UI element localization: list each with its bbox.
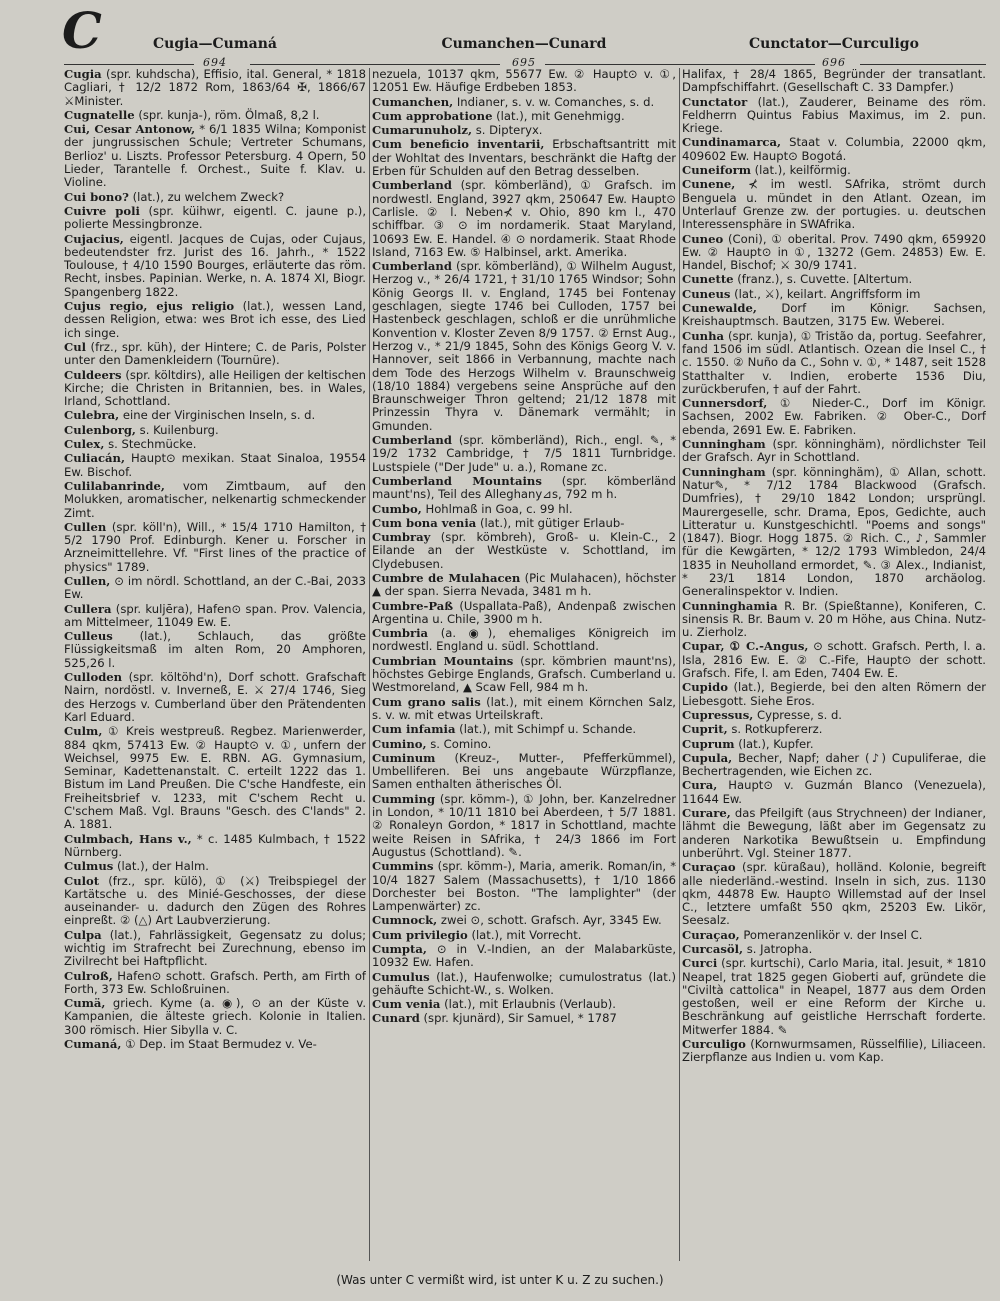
entry-headword: Cum grano salis xyxy=(372,694,481,709)
dictionary-entry xyxy=(372,860,676,913)
entry-headword: Culot xyxy=(64,873,100,888)
entry-headword: Cuminum xyxy=(372,750,436,765)
entry-text: (Uspallata-Paß), Andenpaß zwischen Argentina u. Chile, 3900 m h. xyxy=(372,598,676,626)
entry-text: (lat.), mit einem Körnchen Salz, s. v. w. mit etwas Urteilskraft. xyxy=(372,694,676,722)
dictionary-entry xyxy=(372,998,676,1011)
entry-headword: Cunard xyxy=(372,1011,420,1026)
entry-headword: Culiacán, xyxy=(64,451,126,466)
entry-text: (Pic Mulahacen), höchster ▲ der span. Sierra Nevada, 3481 m h. xyxy=(372,570,676,599)
header-rule xyxy=(860,64,986,65)
header-rule xyxy=(545,64,815,65)
dictionary-entry xyxy=(64,929,366,969)
entry-text: (Kornwurmsamen, Rüsselfilie), Liliaceen. Zierpflanze aus Indien u. vom Kap. xyxy=(682,1037,986,1065)
entry-headword: Cum beneficio inventarii, xyxy=(372,137,545,152)
entry-headword: Cupido xyxy=(682,680,729,695)
entry-text: (lat.), Zauderer, Beiname des röm. Feldherrn Quintus Fabius Maximus, im 2. pun. Kriege. xyxy=(682,94,986,136)
dictionary-entry xyxy=(372,929,676,942)
entry-text: vom Zimtbaum, auf den Molukken, aromatischer, nelkenartig schmeckender Zimt. xyxy=(64,478,366,520)
dictionary-entry xyxy=(372,655,676,695)
entry-headword: Cunningham xyxy=(682,464,766,479)
dictionary-entry xyxy=(372,752,676,792)
entry-text: s. Rotkupfererz. xyxy=(731,722,823,737)
dictionary-entry xyxy=(64,438,366,451)
dictionary-entry xyxy=(682,738,986,751)
entry-text: ⊀ im westl. SAfrika, strömt durch Benguela u. mündet in den Atlant. Ozean, im Unterlauf Grenze zw. der portugies. u. deutschen Interessensphäre in SWAfrika. xyxy=(682,177,986,232)
entry-headword: Cunha xyxy=(682,328,725,343)
entry-text: (spr. kömberländ), ① Grafsch. im nordwestl. England, 3927 qkm, 250647 Ew. Haupt⊙ Carlisle. ② l. Neben⊀ v. Ohio, 890 km l., 470 schiffbar. ③ ⊙ im nordamerik. Staat Maryland, 10693 Ew. E. Handel. ④ ⊙ nordamerik. Staat Rhode Island, 7163 Ew. ⑤ Halbinsel, arkt. Amerika. xyxy=(372,178,676,259)
entry-headword: Cumä, xyxy=(64,996,106,1011)
entry-text: ① Dep. im Staat Bermudez v. Ve- xyxy=(125,1037,317,1052)
entry-text: (spr. kömm-), ① John, ber. Kanzelredner in London, * 10/11 1810 bei Aberdeen, † 5/7 1881. ② Ronaleyn Gordon, * 1817 in Schottland, machte weite Reisen in SAfrika, † 24/3 1866 im Fort Augustus (Schottland). ✎. xyxy=(372,791,676,859)
entry-text: (lat.), Kupfer. xyxy=(738,736,814,751)
dictionary-entry xyxy=(682,96,986,136)
entry-headword: Cunnersdorf, xyxy=(682,396,768,411)
entry-headword: Curculigo xyxy=(682,1037,746,1052)
entry-headword: Cunene, xyxy=(682,177,736,192)
entry-headword: Curaçao xyxy=(682,860,736,875)
entry-headword: Cumming xyxy=(372,791,436,806)
entry-text: (lat.), Begierde, bei den alten Römern der Liebesgott. Siehe Eros. xyxy=(682,680,986,708)
dictionary-entry xyxy=(682,929,986,942)
dictionary-entry xyxy=(64,191,366,204)
dictionary-entry xyxy=(682,681,986,708)
entry-headword: Cumino, xyxy=(372,736,427,751)
entry-headword: Cunette xyxy=(682,272,734,287)
dictionary-entry xyxy=(64,424,366,437)
entry-headword: Cummins xyxy=(372,859,434,874)
entry-headword: Cumbre de Mulahacen xyxy=(372,570,521,585)
entry-text: (frz., spr. küh), der Hintere; C. de Paris, Polster unter den Damenkleidern (Tournüre). xyxy=(64,339,366,368)
entry-headword: Cullen, xyxy=(64,573,111,588)
dictionary-entry xyxy=(64,833,366,860)
entry-text: (frz., spr. külö), ① (⚔) Treibspiegel der Kartätsche u. des Minié-Geschosses, der diese auseinander- u. dadurch den Zügen des Rohres einpreßt. ② (△) Art Laubverzierung. xyxy=(64,873,366,928)
dictionary-entry xyxy=(682,397,986,437)
dictionary-entry xyxy=(682,709,986,722)
entry-text: (lat.), der Halm. xyxy=(116,859,209,874)
dictionary-entry xyxy=(372,503,676,516)
entry-text: Haupt⊙ mexikan. Staat Sinaloa, 19554 Ew. Bischof. xyxy=(64,451,366,479)
dictionary-entry xyxy=(682,302,986,329)
entry-text: (spr. kuljēra), Hafen⊙ span. Prov. Valencia, am Mittelmeer, 11049 Ew. E. xyxy=(64,601,366,629)
entry-headword: Cuivre poli xyxy=(64,203,140,218)
dictionary-entry xyxy=(372,434,676,474)
dictionary-entry xyxy=(682,68,986,95)
entry-text: (lat.), mit Schimpf u. Schande. xyxy=(459,722,637,737)
column-header-1: Cugia—Cumaná xyxy=(153,36,277,52)
page-number-1: 694 xyxy=(203,56,227,69)
entry-headword: Culex, xyxy=(64,437,105,452)
entry-headword: Curci xyxy=(682,956,718,971)
dictionary-entry xyxy=(372,793,676,859)
entry-text: (lat.), mit gütiger Erlaub- xyxy=(479,515,625,530)
dictionary-entry xyxy=(682,233,986,273)
entry-text: (spr. köll'n), Will., * 15/4 1710 Hamilton, † 5/2 1790 Prof. Edinburgh. Kener u. Forscher in Arzneimittellehre. Vf. "First lines of the practice of physics" 1789. xyxy=(64,519,366,574)
entry-headword: Cura, xyxy=(682,778,718,793)
entry-text: ① Kreis westpreuß. Regbez. Marienwerder, 884 qkm, 57413 Ew. ② Haupt⊙ v. ①, unfern der Weichsel, 9975 Ew. E. RBN. AG. Gymnasium, Seminar, Kadettenanstalt. C. erteilt 1222 das 1. Bistum im Land Preußen. Die C'sche Handfeste, ein Freiheitsbrief v. 1233, mit C'schem Recht u. C'schem Maß. Vgl. Brauns "Gesch. des C'lands" 2. A. 1881. xyxy=(64,724,366,832)
entry-text: (spr. könninghäm), ① Allan, schott. Natur✎, * 7/12 1784 Blackwood (Grafsch. Dumfries), † 29/10 1842 London; ursprüngl. Maurergeselle, schr. Drama, Epos, Gedichte, auch Litteratur u. Kunstgeschichtl. "Poems and songs" (1847). Biogr. Hogg 1875. ② Rich. C., ♪, Sammler für die Kewgärten, * 12/2 1793 Wimbledon, 24/4 1835 in Neuholland ermordet, ✎. ③ Alex., Indianist, * 23/1 1814 London, 1870 archäolog. Generalinspektor v. Indien. xyxy=(682,464,986,599)
dictionary-entry xyxy=(64,603,366,630)
entry-text: (spr. kurtschi), Carlo Maria, ital. Jesuit, * 1810 Neapel, trat 1825 gegen Gioberti auf, gründete die "Civiltà cattolica" in Neapel, 1877 aus dem Orden gestoßen, weil er eine Reform der Kirche u. Beschränkung auf geistliche Herrschaft forderte. Mitwerfer 1884. ✎ xyxy=(682,956,986,1037)
entry-headword: Culpa xyxy=(64,927,102,942)
entry-headword: Cupar, ① C.-Angus, xyxy=(682,639,809,654)
entry-headword: Cumulus xyxy=(372,969,430,984)
entry-headword: Cumbre-Paß xyxy=(372,598,454,613)
entry-headword: Cumbrian Mountains xyxy=(372,653,514,668)
entry-text: (spr. költdirs), alle Heiligen der keltischen Kirche; die Christen in Britannien, bes. in Wales, Irland, Schottland. xyxy=(64,367,366,409)
entry-text: (lat.), mit Genehmigg. xyxy=(496,108,625,123)
dictionary-entry xyxy=(372,572,676,599)
entry-headword: Cundinamarca, xyxy=(682,135,782,150)
dictionary-entry xyxy=(372,627,676,654)
column-1 xyxy=(64,68,366,1267)
entry-headword: Culloden xyxy=(64,670,123,685)
dictionary-entry xyxy=(372,68,676,95)
dictionary-entry xyxy=(64,452,366,479)
entry-headword: Cugia xyxy=(64,68,102,81)
dictionary-entry xyxy=(682,807,986,860)
header-rule xyxy=(64,64,194,65)
entry-headword: Cumanchen, xyxy=(372,94,454,109)
dictionary-entry xyxy=(372,260,676,433)
entry-text: (lat.), mit Erlaubnis (Verlaub). xyxy=(444,997,616,1012)
dictionary-entry xyxy=(682,164,986,177)
entry-headword: Curcasöl, xyxy=(682,942,744,956)
entry-text: Erbschaftsantritt mit der Wohltat des Inventars, beschränkt die Haftg der Erben für Schulden auf den Betrag desselben. xyxy=(372,137,676,179)
entry-headword: Cullera xyxy=(64,601,112,616)
entry-text: s. Comino. xyxy=(430,736,492,751)
dictionary-entry xyxy=(64,205,366,232)
entry-headword: Cujacius, xyxy=(64,231,124,246)
dictionary-entry xyxy=(64,875,366,928)
dictionary-entry xyxy=(64,300,366,340)
entry-headword: Cum approbatione xyxy=(372,108,493,123)
entry-text: (spr. kuhdscha), Effisio, ital. General, * 1818 Cagliari, † 12/2 1872 Rom, 1863/64 ✠, 1866/67 ⚔Minister. xyxy=(64,68,366,108)
dictionary-entry xyxy=(64,369,366,409)
dictionary-entry xyxy=(372,696,676,723)
entry-text: (spr. kjunärd), Sir Samuel, * 1787 xyxy=(423,1011,617,1026)
dictionary-entry xyxy=(682,943,986,956)
entry-text: nezuela, 10137 qkm, 55677 Ew. ② Haupt⊙ v. ①, 12051 Ew. Häufige Erdbeben 1853. xyxy=(372,68,676,95)
dictionary-entry xyxy=(682,178,986,231)
entry-text: (spr. küihwr, eigentl. C. jaune p.), polierte Messingbronze. xyxy=(64,203,366,232)
dictionary-entry xyxy=(372,138,676,178)
entry-text: s. Kuilenburg. xyxy=(139,422,219,437)
dictionary-entry xyxy=(682,136,986,163)
section-letter: C xyxy=(62,1,102,60)
dictionary-entry xyxy=(372,475,676,502)
entry-text: ⊙ im nördl. Schottland, an der C.-Bai, 2033 Ew. xyxy=(64,573,366,602)
entry-text: (spr. kömbrien maunt'ns), höchstes Gebirge Englands, Grafsch. Cumberland u. Westmoreland, ▲ Scaw Fell, 984 m h. xyxy=(372,653,676,695)
entry-headword: Cui bono? xyxy=(64,189,129,204)
entry-headword: Cuprit, xyxy=(682,722,728,737)
entry-text: ⊙ schott. Grafsch. Perth, l. a. Isla, 2816 Ew. E. ② C.-Fife, Haupt⊙ der schott. Grafsch. Fife, l. am Eden, 7404 Ew. E. xyxy=(682,639,986,681)
entry-headword: Cuprum xyxy=(682,736,735,751)
entry-text: s. Stechmücke. xyxy=(108,437,197,452)
entry-headword: Cugnatelle xyxy=(64,107,135,122)
column-header-2: Cumanchen—Cunard xyxy=(441,36,607,52)
entry-text: (spr. kunja-), röm. Ölmaß, 8,2 l. xyxy=(138,107,320,122)
entry-text: (lat.), Haufenwolke; cumulostratus (lat.) gehäufte Schicht-W., s. Wolken. xyxy=(372,969,676,997)
dictionary-entry xyxy=(372,600,676,627)
dictionary-entry xyxy=(682,330,986,396)
entry-text: (spr. küraßau), holländ. Kolonie, begreift alle niederländ.-westind. Inseln in sich, zus. 1130 qkm, 44878 Ew. Haupt⊙ Willemstad auf der Insel C., letztere umfaßt 550 qkm, 25203 Ew. Likör, Seesalz. xyxy=(682,860,986,928)
entry-text: zwei ⊙, schott. Grafsch. Ayr, 3345 Ew. xyxy=(440,913,662,928)
entry-text: (spr. kömberländ), ① Wilhelm August, Herzog v., * 26/4 1721, † 31/10 1765 Windsor; Sohn König Georgs II. v. England, 1745 bei Fontenay geschlagen, siegte 1746 bei Culloden, 1757 bei Hastenbeck geschlagen, schloß er die unrühmliche Konvention v. Kloster Zeven 8/9 1757. ② Ernst Aug., Herzog v., * 21/9 1845, Sohn des Königs Georg V. v. Hannover, seit 1866 in Verbannung, machte nach dem Tode des Herzogs Wilhelm v. Braunschweig (18/10 1884) vergebens seine Ansprüche auf den Braunschweiger Thron geltend; 21/12 1878 mit Prinzessin Thyra v. Dänemark vermählt; in Gmunden. xyxy=(372,259,676,433)
entry-text: Indianer, s. v. w. Comanches, s. d. xyxy=(456,94,655,109)
entry-headword: Cum privilegio xyxy=(372,927,468,942)
dictionary-entry xyxy=(372,179,676,259)
dictionary-entry xyxy=(682,640,986,680)
entry-headword: Cumbo, xyxy=(372,501,422,516)
entry-text: Hafen⊙ schott. Grafsch. Perth, am Firth of Forth, 373 Ew. Schloßruinen. xyxy=(64,968,366,996)
entry-headword: Curare, xyxy=(682,806,731,821)
dictionary-entry xyxy=(682,779,986,806)
entry-headword: Cuneiform xyxy=(682,163,751,178)
entry-headword: Cunningham xyxy=(682,437,766,452)
dictionary-entry xyxy=(64,480,366,520)
entry-headword: Cui, Cesar Antonow, xyxy=(64,122,196,137)
entry-text: (lat.), wessen Land, dessen Religion, etwa: wes Brot ich esse, des Lied ich singe. xyxy=(64,299,366,340)
dictionary-entry xyxy=(372,914,676,927)
entry-headword: Culmbach, Hans v., xyxy=(64,831,192,846)
entry-headword: Cupula, xyxy=(682,750,733,765)
entry-text: (spr. könninghäm), nördlichster Teil der Grafsch. Ayr in Schottland. xyxy=(682,437,986,465)
column-divider xyxy=(369,68,370,1261)
entry-text: (lat.), zu welchem Zweck? xyxy=(132,189,285,204)
entry-text: eine der Virginischen Inseln, s. d. xyxy=(122,408,316,423)
entry-text: (spr. kömberländ maunt'ns), Teil des Alleghany⊿s, 792 m h. xyxy=(372,473,676,502)
entry-text: (spr. költöhd'n), Dorf schott. Grafschaft Nairn, nordöstl. v. Inverneß, E. ⚔ 27/4 1746, Sieg des Herzogs v. Cumberland über den Prätendenten Karl Eduard. xyxy=(64,670,366,724)
entry-headword: Culenborg, xyxy=(64,422,136,437)
entry-text: (spr. kömberländ), Rich., engl. ✎, * 19/2 1732 Cambridge, † 7/5 1811 Turnbridge. Lustspiele ("Der Jude" u. a.), Romane zc. xyxy=(372,433,676,474)
entry-headword: Cumberland Mountains xyxy=(372,473,542,488)
dictionary-entry xyxy=(682,466,986,599)
entry-headword: Cumnock, xyxy=(372,913,438,928)
dictionary-entry xyxy=(64,575,366,602)
entry-headword: Cum venia xyxy=(372,997,441,1012)
entry-text: s. Dipteryx. xyxy=(475,123,543,138)
entry-headword: Cum bona venia xyxy=(372,515,477,530)
page-number-3: 696 xyxy=(822,56,846,69)
entry-text: (lat.), keilförmig. xyxy=(754,163,851,178)
entry-headword: Cumberland xyxy=(372,433,452,448)
dictionary-entry xyxy=(372,96,676,109)
dictionary-entry xyxy=(372,1012,676,1025)
dictionary-entry xyxy=(64,860,366,873)
entry-text: griech. Kyme (a. ◉), ⊙ an der Küste v. Kampanien, die älteste griech. Kolonie in Italien. 300 römisch. Hier Sibylla v. C. xyxy=(64,996,366,1037)
dictionary-entry xyxy=(682,273,986,286)
entry-headword: Culmus xyxy=(64,859,114,874)
entry-headword: Cumbray xyxy=(372,530,431,545)
entry-headword: Cumberland xyxy=(372,178,452,193)
dictionary-entry xyxy=(64,970,366,997)
dictionary-entry xyxy=(372,517,676,530)
dictionary-entry xyxy=(372,110,676,123)
dictionary-entry xyxy=(64,521,366,574)
page-number-2: 695 xyxy=(512,56,536,69)
entry-text: Halifax, † 28/4 1865, Begründer der transatlant. Dampfschiffahrt. (Gesellschaft C. 33 Dampfer.) xyxy=(682,68,986,95)
entry-text: (Coni), ① oberital. Prov. 7490 qkm, 659920 Ew. ② Haupt⊙ in ①, 13272 (Gem. 24853) Ew. E. Handel, Bischof; ⚔ 30/9 1741. xyxy=(682,231,986,273)
column-2 xyxy=(372,68,676,1267)
entry-text: (spr. kömbreh), Groß- u. Klein-C., 2 Eilande an der Westküste v. Schottland, im Clydebusen. xyxy=(372,530,676,571)
entry-text: (franz.), s. Cuvette. [Altertum. xyxy=(737,272,913,287)
column-header-3: Cunctator—Curculigo xyxy=(749,36,919,52)
entry-headword: Cum infamia xyxy=(372,722,456,737)
entry-headword: Cuneus xyxy=(682,286,731,301)
entry-text: * c. 1485 Kulmbach, † 1522 Nürnberg. xyxy=(64,831,366,859)
dictionary-entry xyxy=(372,943,676,970)
dictionary-entry xyxy=(64,409,366,422)
entry-headword: Cujus regio, ejus religio xyxy=(64,299,235,314)
entry-headword: Cumbria xyxy=(372,626,429,641)
entry-text: (spr. kömm-), Maria, amerik. Roman/in, * 10/4 1827 Salem (Massachusetts), † 1/10 1866 Dorchester bei Boston. "The lamplighter" (der Lampenwärter) zc. xyxy=(372,859,676,914)
entry-headword: Cumarunuholz, xyxy=(372,123,473,138)
entry-text: * 6/1 1835 Wilna; Komponist der jungrussischen Schule; Vertreter Schumans, Berlioz' u. Liszts. Professor Petersburg. 4 Opern, 50 Lieder, Tarantelle f. Orchest., Suite f. Klav. u. Violine. xyxy=(64,122,366,190)
entry-text: Hohlmaß in Goa, c. 99 hl. xyxy=(425,501,573,516)
dictionary-entry xyxy=(682,723,986,736)
dictionary-entry xyxy=(64,109,366,122)
entry-text: Haupt⊙ v. Guzmán Blanco (Venezuela), 11644 Ew. xyxy=(682,778,986,806)
column-3 xyxy=(682,68,986,1267)
entry-text: (spr. kunja), ① Tristão da, portug. Seefahrer, fand 1506 im südl. Atlantisch. Ozean die Insel C., † c. 1550. ② Nuño da C., Sohn v. ①, * 1487, seit 1528 Statthalter v. Indien, eroberte 1536 Diu, zurückberufen, † auf der Fahrt. xyxy=(682,328,986,396)
dictionary-entry xyxy=(372,723,676,736)
entry-headword: Culilabanrinde, xyxy=(64,478,165,493)
dictionary-entry xyxy=(64,671,366,724)
entry-text: (lat.), Schlauch, das größte Flüssigkeitsmaß im alten Rom, 20 Amphoren, 525,26 l. xyxy=(64,629,366,670)
entry-text: eigentl. Jacques de Cujas, oder Cujaus, bedeutendster frz. Jurist des 16. Jahrh., * 1522 Toulouse, † 4/10 1590 Bourges, erläuterte das röm. Recht, insbes. Papinian. Werke, n. A. 1874 XI, Biogr. Spangenberg 1822. xyxy=(64,231,366,299)
entry-text: Cypresse, s. d. xyxy=(756,707,842,722)
header-rule xyxy=(250,64,500,65)
entry-text: Staat v. Columbia, 22000 qkm, 409602 Ew. Haupt⊙ Bogotá. xyxy=(682,135,986,163)
entry-text: (lat., ⚔), keilart. Angriffsform im xyxy=(734,286,921,301)
dictionary-entry xyxy=(64,1038,366,1051)
dictionary-entry xyxy=(372,738,676,751)
dictionary-entry xyxy=(682,861,986,927)
entry-headword: Curaçao, xyxy=(682,927,740,942)
dictionary-entry xyxy=(682,288,986,301)
entry-headword: Culroß, xyxy=(64,968,113,983)
column-divider xyxy=(679,68,680,1261)
entry-text: Pomeranzenlikör v. der Insel C. xyxy=(743,927,923,942)
entry-text: Dorf im Königr. Sachsen, Kreishauptmsch. Bautzen, 3175 Ew. Weberei. xyxy=(682,301,986,329)
entry-headword: Cumpta, xyxy=(372,942,427,956)
entry-headword: Culm, xyxy=(64,724,103,739)
entry-text: (Kreuz-, Mutter-, Pfefferkümmel), Umbelliferen. Bei uns angebaute Würzpflanze, Samen enthalten ätherisches Öl. xyxy=(372,750,676,792)
entry-headword: Cunewalde, xyxy=(682,301,757,316)
entry-headword: Cumaná, xyxy=(64,1037,122,1052)
dictionary-entry xyxy=(682,1038,986,1065)
entry-text: ⊙ in V.-Indien, an der Malabarküste, 10932 Ew. Hafen. xyxy=(372,942,676,970)
entry-headword: Cullen xyxy=(64,519,107,534)
entry-headword: Culdeers xyxy=(64,367,122,382)
entry-headword: Cunctator xyxy=(682,94,748,109)
entry-text: R. Br. (Spießtanne), Koniferen, C. sinensis R. Br. Baum v. 20 m Höhe, aus China. Nutz- u. Zierholz. xyxy=(682,598,986,640)
entry-text: das Pfeilgift (aus Strychneen) der Indianer, lähmt die Bewegung, läßt aber im Gegensatz zu anderen Narkotika Bewußtsein u. Empfindung unberührt. Vgl. Steiner 1877. xyxy=(682,806,986,860)
dictionary-entry xyxy=(682,600,986,640)
entry-headword: Cul xyxy=(64,339,87,354)
entry-headword: Cunninghamia xyxy=(682,598,778,613)
dictionary-entry xyxy=(64,997,366,1037)
entry-headword: Cumberland xyxy=(372,259,452,274)
dictionary-entry xyxy=(64,233,366,299)
dictionary-entry xyxy=(682,752,986,779)
entry-text: ① Nieder-C., Dorf im Königr. Sachsen, 2002 Ew. Fabriken. ② Ober-C., Dorf ebenda, 2691 Ew. E. Fabriken. xyxy=(682,396,986,437)
dictionary-entry xyxy=(64,630,366,670)
entry-text: Becher, Napf; daher (♪) Cupuliferae, die Bechertragenden, wie Eichen zc. xyxy=(682,750,986,779)
entry-text: (lat.), mit Vorrecht. xyxy=(471,927,582,942)
entry-text: s. Jatropha. xyxy=(746,942,813,956)
entry-headword: Cuneo xyxy=(682,231,724,246)
dictionary-entry xyxy=(64,68,366,108)
entry-text: (lat.), Fahrlässigkeit, Gegensatz zu dolus; wichtig im Strafrecht bei Zurechnung, ebenso im Zivilrecht bei Haftpflicht. xyxy=(64,927,366,969)
entry-text: (a. ◉), ehemaliges Königreich im nordwestl. England u. südl. Schottland. xyxy=(372,626,676,654)
entry-headword: Culebra, xyxy=(64,408,120,423)
dictionary-entry xyxy=(64,725,366,831)
dictionary-entry xyxy=(372,531,676,571)
entry-headword: Cupressus, xyxy=(682,707,754,722)
dictionary-entry xyxy=(682,438,986,465)
dictionary-entry xyxy=(682,957,986,1037)
dictionary-entry xyxy=(64,341,366,368)
dictionary-entry xyxy=(64,123,366,189)
dictionary-entry xyxy=(372,124,676,137)
entry-headword: Culleus xyxy=(64,629,113,644)
dictionary-entry xyxy=(372,971,676,998)
footnote: (Was unter C vermißt wird, ist unter K u. Z zu suchen.) xyxy=(336,1273,664,1287)
